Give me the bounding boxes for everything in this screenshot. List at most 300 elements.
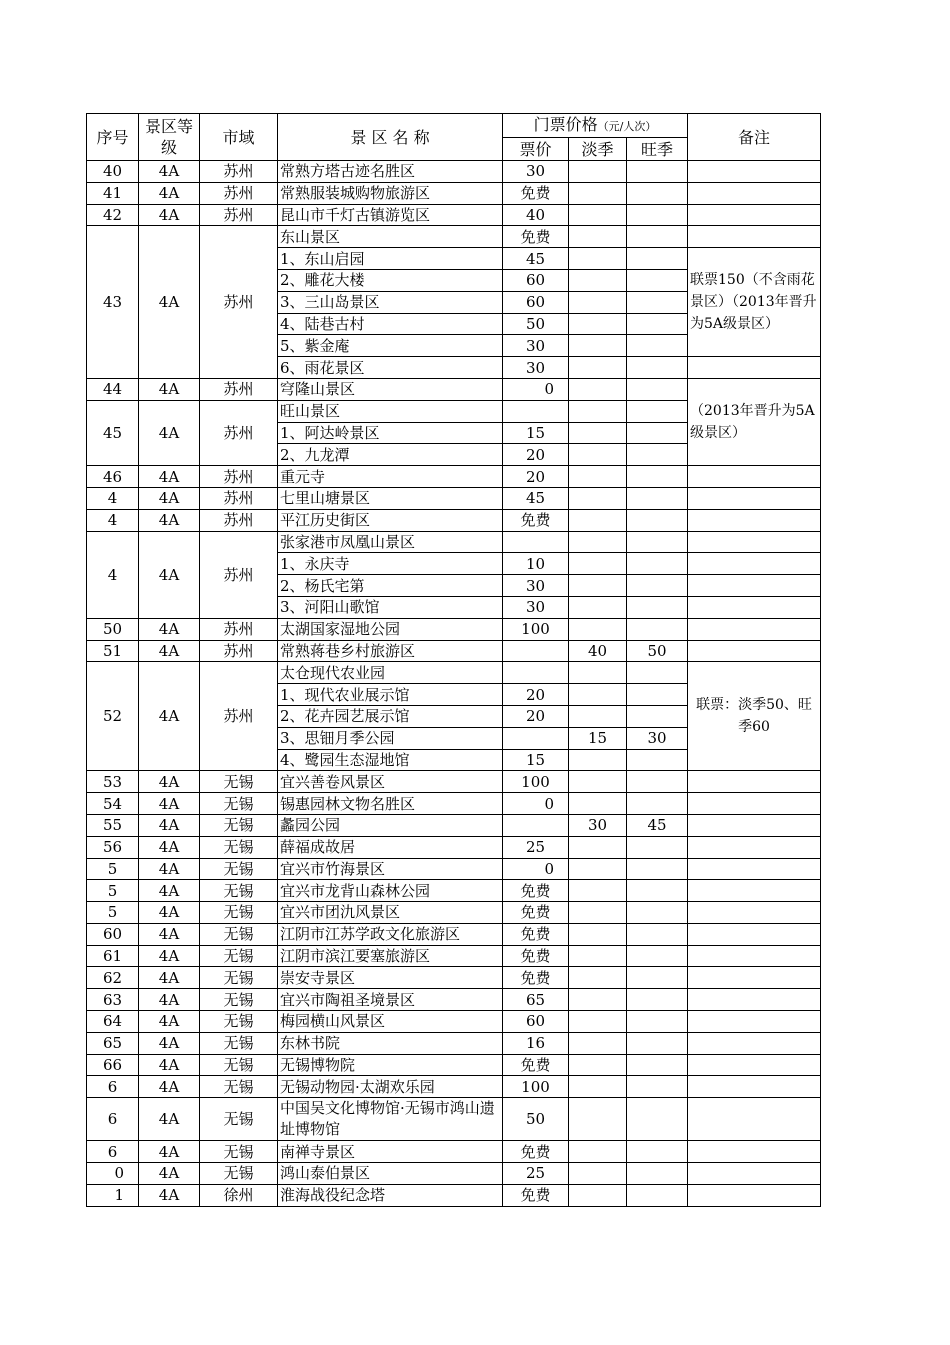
table-row: [87, 880, 821, 902]
cell-note: [688, 1098, 821, 1141]
cell-grade: 4A: [139, 531, 200, 618]
cell-seq: 64: [87, 1011, 139, 1033]
cell-note: [688, 923, 821, 945]
cell-seq: 6: [87, 1141, 139, 1163]
cell-grade: 4A: [139, 487, 200, 509]
cell-low-season: [569, 531, 627, 553]
cell-low-season: [569, 422, 627, 444]
cell-low-season: [569, 509, 627, 531]
cell-scenic-name: 锡惠园林文物名胜区: [278, 793, 503, 815]
cell-grade: 4A: [139, 1011, 200, 1033]
cell-low-season: [569, 291, 627, 313]
cell-scenic-name: 1、东山启园: [278, 248, 503, 270]
cell-ticket-price: 20: [503, 466, 569, 488]
cell-note: 联票：淡季50、旺季60: [688, 662, 821, 771]
cell-ticket-price: 65: [503, 989, 569, 1011]
cell-high-season: [627, 836, 688, 858]
cell-high-season: [627, 880, 688, 902]
cell-scenic-name: 常熟蒋巷乡村旅游区: [278, 640, 503, 662]
cell-grade: 4A: [139, 1184, 200, 1206]
cell-scenic-name: 1、阿达岭景区: [278, 422, 503, 444]
cell-seq: 4: [87, 531, 139, 618]
cell-city: 无锡: [200, 923, 278, 945]
cell-note: [688, 531, 821, 553]
cell-scenic-name: 穹隆山景区: [278, 378, 503, 400]
cell-scenic-name: 太仓现代农业园: [278, 662, 503, 684]
cell-high-season: 30: [627, 727, 688, 749]
table-row: [87, 923, 821, 945]
cell-low-season: [569, 596, 627, 618]
cell-high-season: [627, 357, 688, 379]
cell-scenic-name: 1、永庆寺: [278, 553, 503, 575]
cell-high-season: [627, 749, 688, 771]
cell-scenic-name: 南禅寺景区: [278, 1141, 503, 1163]
cell-grade: 4A: [139, 923, 200, 945]
cell-city: 无锡: [200, 836, 278, 858]
cell-seq: 61: [87, 945, 139, 967]
table-row: [87, 1076, 821, 1098]
cell-city: 无锡: [200, 1163, 278, 1185]
cell-low-season: [569, 1054, 627, 1076]
cell-high-season: 45: [627, 814, 688, 836]
cell-grade: 4A: [139, 400, 200, 465]
cell-seq: 0: [87, 1163, 139, 1185]
header-grade: 景区等级: [139, 114, 200, 161]
cell-high-season: [627, 531, 688, 553]
cell-low-season: [569, 923, 627, 945]
cell-city: 无锡: [200, 1032, 278, 1054]
cell-note: [688, 1032, 821, 1054]
cell-high-season: [627, 967, 688, 989]
cell-seq: 56: [87, 836, 139, 858]
table-row: [87, 640, 821, 662]
cell-scenic-name: 旺山景区: [278, 400, 503, 422]
cell-ticket-price: 15: [503, 749, 569, 771]
cell-grade: 4A: [139, 1054, 200, 1076]
cell-grade: 4A: [139, 161, 200, 183]
cell-city: 苏州: [200, 226, 278, 379]
cell-scenic-name: 常熟方塔古迹名胜区: [278, 161, 503, 183]
cell-low-season: [569, 313, 627, 335]
header-price-unit: （元/人次）: [597, 120, 657, 133]
cell-note: [688, 902, 821, 924]
cell-city: 无锡: [200, 1098, 278, 1141]
cell-scenic-name: 2、花卉园艺展示馆: [278, 705, 503, 727]
cell-city: 无锡: [200, 1054, 278, 1076]
cell-high-season: [627, 684, 688, 706]
cell-seq: 42: [87, 204, 139, 226]
cell-low-season: [569, 575, 627, 597]
cell-scenic-name: 宜兴市陶祖圣境景区: [278, 989, 503, 1011]
cell-city: 徐州: [200, 1184, 278, 1206]
cell-high-season: [627, 596, 688, 618]
cell-note: [688, 357, 821, 379]
cell-high-season: [627, 1076, 688, 1098]
cell-note: [688, 836, 821, 858]
cell-city: 苏州: [200, 466, 278, 488]
cell-scenic-name: 5、紫金庵: [278, 335, 503, 357]
cell-scenic-name: 江阴市滨江要塞旅游区: [278, 945, 503, 967]
cell-city: 苏州: [200, 640, 278, 662]
cell-scenic-name: 4、鹭园生态湿地馆: [278, 749, 503, 771]
cell-low-season: [569, 400, 627, 422]
cell-high-season: [627, 923, 688, 945]
cell-grade: 4A: [139, 618, 200, 640]
cell-note: 联票150（不含雨花景区）（2013年晋升为5A级景区）: [688, 248, 821, 357]
cell-ticket-price: 免费: [503, 967, 569, 989]
cell-ticket-price: 45: [503, 248, 569, 270]
cell-note: [688, 1184, 821, 1206]
cell-ticket-price: 免费: [503, 1141, 569, 1163]
cell-high-season: [627, 902, 688, 924]
cell-note: [688, 814, 821, 836]
cell-ticket-price: [503, 400, 569, 422]
cell-city: 无锡: [200, 880, 278, 902]
table-row: [87, 945, 821, 967]
cell-grade: 4A: [139, 1032, 200, 1054]
cell-ticket-price: 60: [503, 291, 569, 313]
cell-seq: 6: [87, 1098, 139, 1141]
cell-ticket-price: 免费: [503, 945, 569, 967]
cell-city: 苏州: [200, 161, 278, 183]
cell-ticket-price: 16: [503, 1032, 569, 1054]
cell-grade: 4A: [139, 836, 200, 858]
cell-ticket-price: 25: [503, 836, 569, 858]
cell-low-season: 40: [569, 640, 627, 662]
cell-grade: 4A: [139, 640, 200, 662]
cell-note: [688, 575, 821, 597]
cell-grade: 4A: [139, 182, 200, 204]
cell-scenic-name: 张家港市凤凰山景区: [278, 531, 503, 553]
table-header: [87, 114, 821, 161]
cell-scenic-name: 6、雨花景区: [278, 357, 503, 379]
cell-low-season: 30: [569, 814, 627, 836]
cell-ticket-price: 15: [503, 422, 569, 444]
header-price-group: [503, 114, 688, 138]
cell-seq: 55: [87, 814, 139, 836]
cell-low-season: [569, 487, 627, 509]
cell-note: [688, 1163, 821, 1185]
cell-note: （2013年晋升为5A级景区）: [688, 378, 821, 465]
cell-low-season: [569, 1011, 627, 1033]
cell-scenic-name: 2、九龙潭: [278, 444, 503, 466]
cell-ticket-price: 20: [503, 705, 569, 727]
cell-high-season: [627, 618, 688, 640]
cell-low-season: [569, 749, 627, 771]
cell-high-season: [627, 858, 688, 880]
cell-low-season: [569, 880, 627, 902]
cell-high-season: [627, 161, 688, 183]
cell-scenic-name: 鸿山泰伯景区: [278, 1163, 503, 1185]
cell-city: 苏州: [200, 204, 278, 226]
cell-low-season: [569, 553, 627, 575]
cell-ticket-price: [503, 727, 569, 749]
cell-low-season: [569, 226, 627, 248]
table-body: [87, 161, 821, 1207]
cell-seq: 60: [87, 923, 139, 945]
cell-high-season: [627, 793, 688, 815]
cell-scenic-name: 宜兴市龙背山森林公园: [278, 880, 503, 902]
cell-ticket-price: 100: [503, 771, 569, 793]
cell-high-season: [627, 487, 688, 509]
header-low-season: 淡季: [569, 138, 627, 161]
cell-scenic-name: 无锡博物院: [278, 1054, 503, 1076]
table-row: [87, 814, 821, 836]
cell-city: 无锡: [200, 967, 278, 989]
cell-low-season: [569, 182, 627, 204]
cell-high-season: [627, 771, 688, 793]
cell-scenic-name: 平江历史街区: [278, 509, 503, 531]
cell-low-season: [569, 618, 627, 640]
table-row: [87, 989, 821, 1011]
cell-low-season: [569, 989, 627, 1011]
cell-low-season: [569, 1184, 627, 1206]
cell-scenic-name: 淮海战役纪念塔: [278, 1184, 503, 1206]
cell-city: 无锡: [200, 1011, 278, 1033]
cell-high-season: [627, 989, 688, 1011]
table-row: [87, 531, 821, 553]
cell-high-season: [627, 400, 688, 422]
table-row: [87, 226, 821, 248]
cell-high-season: [627, 1098, 688, 1141]
cell-grade: 4A: [139, 662, 200, 771]
cell-scenic-name: 宜兴市团氿风景区: [278, 902, 503, 924]
cell-note: [688, 1141, 821, 1163]
header-name: 景 区 名 称: [278, 114, 503, 161]
cell-high-season: [627, 1054, 688, 1076]
cell-scenic-name: 1、现代农业展示馆: [278, 684, 503, 706]
cell-note: [688, 989, 821, 1011]
cell-grade: 4A: [139, 509, 200, 531]
cell-scenic-name: 常熟服装城购物旅游区: [278, 182, 503, 204]
cell-ticket-price: 免费: [503, 1054, 569, 1076]
cell-high-season: [627, 313, 688, 335]
cell-high-season: [627, 1011, 688, 1033]
cell-ticket-price: 60: [503, 1011, 569, 1033]
cell-scenic-name: 崇安寺景区: [278, 967, 503, 989]
header-price-group-label: 门票价格: [533, 115, 598, 134]
cell-ticket-price: 30: [503, 161, 569, 183]
cell-grade: 4A: [139, 902, 200, 924]
cell-scenic-name: 2、雕花大楼: [278, 269, 503, 291]
cell-ticket-price: 免费: [503, 880, 569, 902]
cell-seq: 5: [87, 902, 139, 924]
cell-high-season: [627, 226, 688, 248]
cell-seq: 51: [87, 640, 139, 662]
cell-high-season: [627, 248, 688, 270]
cell-ticket-price: 100: [503, 618, 569, 640]
cell-ticket-price: 20: [503, 444, 569, 466]
header-price: 票价: [503, 138, 569, 161]
cell-ticket-price: 30: [503, 575, 569, 597]
table-row: [87, 836, 821, 858]
cell-city: 苏州: [200, 487, 278, 509]
cell-ticket-price: 10: [503, 553, 569, 575]
table-row: [87, 1011, 821, 1033]
cell-city: 无锡: [200, 771, 278, 793]
cell-grade: 4A: [139, 466, 200, 488]
cell-grade: 4A: [139, 793, 200, 815]
cell-grade: 4A: [139, 1098, 200, 1141]
cell-low-season: [569, 161, 627, 183]
cell-low-season: [569, 684, 627, 706]
cell-high-season: [627, 1163, 688, 1185]
cell-grade: 4A: [139, 1163, 200, 1185]
cell-seq: 4: [87, 487, 139, 509]
cell-scenic-name: 七里山塘景区: [278, 487, 503, 509]
cell-seq: 53: [87, 771, 139, 793]
header-city: 市域: [200, 114, 278, 161]
cell-high-season: [627, 662, 688, 684]
cell-scenic-name: 东林书院: [278, 1032, 503, 1054]
cell-grade: 4A: [139, 226, 200, 379]
cell-ticket-price: 100: [503, 1076, 569, 1098]
cell-low-season: [569, 335, 627, 357]
cell-ticket-price: 免费: [503, 226, 569, 248]
table-row: [87, 1163, 821, 1185]
cell-high-season: [627, 466, 688, 488]
cell-low-season: 15: [569, 727, 627, 749]
table-row: [87, 509, 821, 531]
cell-seq: 63: [87, 989, 139, 1011]
cell-ticket-price: 0: [503, 793, 569, 815]
cell-grade: 4A: [139, 204, 200, 226]
cell-low-season: [569, 1098, 627, 1141]
cell-high-season: 50: [627, 640, 688, 662]
cell-scenic-name: 昆山市千灯古镇游览区: [278, 204, 503, 226]
cell-high-season: [627, 182, 688, 204]
cell-seq: 43: [87, 226, 139, 379]
cell-high-season: [627, 1032, 688, 1054]
cell-grade: 4A: [139, 814, 200, 836]
cell-note: [688, 466, 821, 488]
cell-note: [688, 967, 821, 989]
header-seq: 序号: [87, 114, 139, 161]
cell-note: [688, 618, 821, 640]
table-row: [87, 378, 821, 400]
cell-city: 无锡: [200, 1141, 278, 1163]
cell-city: 无锡: [200, 814, 278, 836]
cell-ticket-price: [503, 640, 569, 662]
cell-city: 无锡: [200, 902, 278, 924]
cell-ticket-price: 45: [503, 487, 569, 509]
table-row: [87, 902, 821, 924]
cell-grade: 4A: [139, 1076, 200, 1098]
cell-seq: 44: [87, 378, 139, 400]
cell-low-season: [569, 1032, 627, 1054]
header-high-season: 旺季: [627, 138, 688, 161]
cell-ticket-price: 免费: [503, 1184, 569, 1206]
table-row: [87, 858, 821, 880]
cell-seq: 45: [87, 400, 139, 465]
cell-note: [688, 553, 821, 575]
cell-seq: 54: [87, 793, 139, 815]
table-row: [87, 1032, 821, 1054]
cell-low-season: [569, 444, 627, 466]
cell-seq: 41: [87, 182, 139, 204]
table-row: [87, 487, 821, 509]
cell-city: 苏州: [200, 531, 278, 618]
cell-seq: 50: [87, 618, 139, 640]
cell-scenic-name: 3、河阳山歌馆: [278, 596, 503, 618]
table-row: [87, 182, 821, 204]
cell-high-season: [627, 335, 688, 357]
cell-ticket-price: 30: [503, 335, 569, 357]
cell-note: [688, 1054, 821, 1076]
cell-ticket-price: 20: [503, 684, 569, 706]
cell-scenic-name: 太湖国家湿地公园: [278, 618, 503, 640]
table-row: [87, 967, 821, 989]
cell-seq: 5: [87, 858, 139, 880]
cell-scenic-name: 薛福成故居: [278, 836, 503, 858]
table-row: [87, 1054, 821, 1076]
cell-note: [688, 161, 821, 183]
cell-seq: 66: [87, 1054, 139, 1076]
cell-city: 苏州: [200, 662, 278, 771]
cell-note: [688, 509, 821, 531]
cell-low-season: [569, 357, 627, 379]
cell-ticket-price: 50: [503, 313, 569, 335]
cell-city: 无锡: [200, 793, 278, 815]
cell-scenic-name: 蠡园公园: [278, 814, 503, 836]
cell-ticket-price: 25: [503, 1163, 569, 1185]
cell-city: 苏州: [200, 618, 278, 640]
cell-low-season: [569, 771, 627, 793]
cell-high-season: [627, 553, 688, 575]
cell-note: [688, 771, 821, 793]
cell-grade: 4A: [139, 945, 200, 967]
cell-scenic-name: 4、陆巷古村: [278, 313, 503, 335]
cell-note: [688, 487, 821, 509]
cell-low-season: [569, 1163, 627, 1185]
cell-grade: 4A: [139, 967, 200, 989]
cell-low-season: [569, 945, 627, 967]
cell-ticket-price: 60: [503, 269, 569, 291]
cell-note: [688, 880, 821, 902]
cell-grade: 4A: [139, 858, 200, 880]
cell-seq: 5: [87, 880, 139, 902]
table-row: [87, 771, 821, 793]
scenic-spot-price-table: [86, 113, 821, 1207]
cell-low-season: [569, 902, 627, 924]
cell-city: 苏州: [200, 509, 278, 531]
cell-scenic-name: 宜兴善卷风景区: [278, 771, 503, 793]
cell-note: [688, 182, 821, 204]
cell-grade: 4A: [139, 880, 200, 902]
cell-city: 苏州: [200, 378, 278, 400]
cell-grade: 4A: [139, 378, 200, 400]
cell-low-season: [569, 1076, 627, 1098]
cell-city: 无锡: [200, 945, 278, 967]
cell-high-season: [627, 422, 688, 444]
table-row: [87, 204, 821, 226]
cell-city: 苏州: [200, 182, 278, 204]
table-row: [87, 1184, 821, 1206]
cell-ticket-price: 免费: [503, 509, 569, 531]
cell-seq: 46: [87, 466, 139, 488]
cell-high-season: [627, 1184, 688, 1206]
cell-low-season: [569, 248, 627, 270]
table-row: [87, 793, 821, 815]
cell-grade: 4A: [139, 771, 200, 793]
cell-low-season: [569, 378, 627, 400]
cell-ticket-price: 50: [503, 1098, 569, 1141]
cell-seq: 6: [87, 1076, 139, 1098]
cell-note: [688, 226, 821, 248]
cell-ticket-price: 免费: [503, 923, 569, 945]
cell-note: [688, 1011, 821, 1033]
cell-scenic-name: 重元寺: [278, 466, 503, 488]
